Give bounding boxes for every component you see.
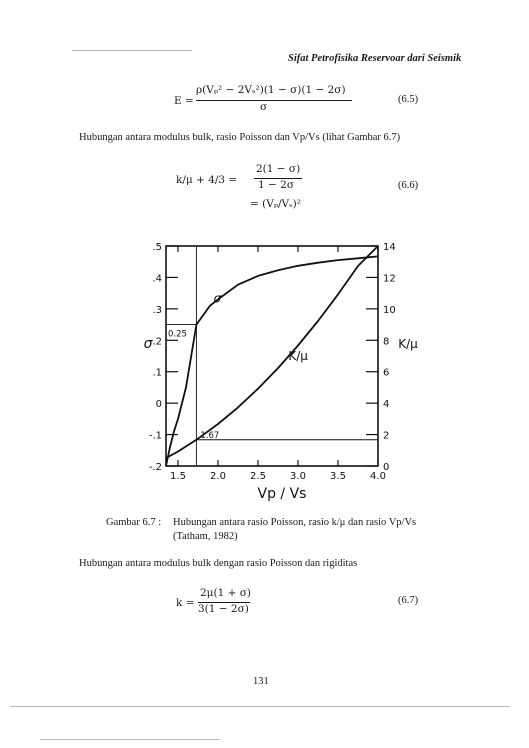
running-header: Sifat Petrofisika Reservoar dari Seismik [288,53,462,64]
y-left-tick-label: 0 [155,399,162,411]
y-left-tick-label: .1 [152,367,162,379]
reference-lines [166,246,378,466]
equation-number-6-5: (6.5) [398,94,419,105]
x-tick-label: 2.0 [210,471,226,482]
equation-lhs: k = [176,597,195,609]
reference-kmu-label: 1.67 [200,430,220,441]
y-left-tick-label: .4 [152,273,162,285]
paragraph-1: Hubungan antara modulus bulk, rasio Poisson dan Vp/Vs (lihat Gambar 6.7) [79,132,401,143]
y-left-tick-label: .5 [152,242,162,253]
y-right-tick-label: 14 [383,242,396,253]
series-sigma-label: σ [213,291,222,306]
equation-line-2: = (Vₚ/Vₛ)² [250,198,301,210]
equation-numerator: 2μ(1 + σ) [200,587,252,599]
equation-number-6-6: (6.6) [398,180,419,191]
equation-numerator: 2(1 − σ) [256,163,301,175]
y-right-tick-label: 4 [383,399,390,411]
y-left-tick-label: -.1 [148,430,162,442]
scan-noise [40,739,220,740]
axis-ticks [166,246,378,466]
y-left-axis-label: σ [143,336,153,352]
equation-denominator: σ [260,101,268,113]
fraction-bar [196,100,352,101]
equation-denominator: 1 − 2σ [258,179,295,191]
series-lines [166,246,378,466]
x-tick-label: 3.0 [290,471,306,482]
equation-lhs: E = [174,95,194,107]
y-right-tick-label: 10 [383,304,396,316]
y-right-axis-label: K/μ [398,337,418,351]
scan-noise [72,50,192,51]
plot-frame [166,246,378,466]
x-tick-label: 4.0 [370,471,386,482]
paragraph-2: Hubungan antara modulus bulk dengan rasio Poisson dan rigiditas [79,558,358,569]
equation-numerator: ρ(Vₚ² − 2Vₛ²)(1 − σ)(1 − 2σ) [196,84,346,96]
y-left-tick-label: -.2 [148,462,162,473]
x-tick-label: 2.5 [250,471,266,482]
y-right-tick-label: 0 [383,462,390,473]
y-right-tick-label: 6 [383,367,390,379]
figure-6-7-chart [132,234,442,509]
series-k-mu-label: K/μ [288,349,308,363]
caption-line-2: (Tatham, 1982) [173,531,238,542]
y-right-tick-label: 8 [383,336,390,348]
x-tick-label: 3.5 [330,471,346,482]
caption-label: Gambar 6.7 : [106,517,162,528]
y-left-tick-label: .3 [152,304,162,316]
x-axis-label: Vp / Vs [257,486,307,502]
y-left-tick-label: .2 [152,336,162,348]
y-right-tick-label: 2 [383,430,390,442]
equation-denominator: 3(1 − 2σ) [198,603,249,615]
equation-lhs: k/μ + 4/3 = [176,174,238,186]
series-sigma-line [166,256,378,466]
caption-line-1: Hubungan antara rasio Poisson, rasio k/μ dan rasio Vp/Vs [173,517,417,528]
equation-number-6-7: (6.7) [398,595,419,606]
reference-sigma-label: 0.25 [168,329,187,340]
y-right-tick-label: 12 [383,273,396,285]
page-number: 131 [253,676,269,687]
x-tick-label: 1.5 [170,471,186,482]
scan-noise [10,706,510,707]
series-k-mu-line [166,246,378,458]
